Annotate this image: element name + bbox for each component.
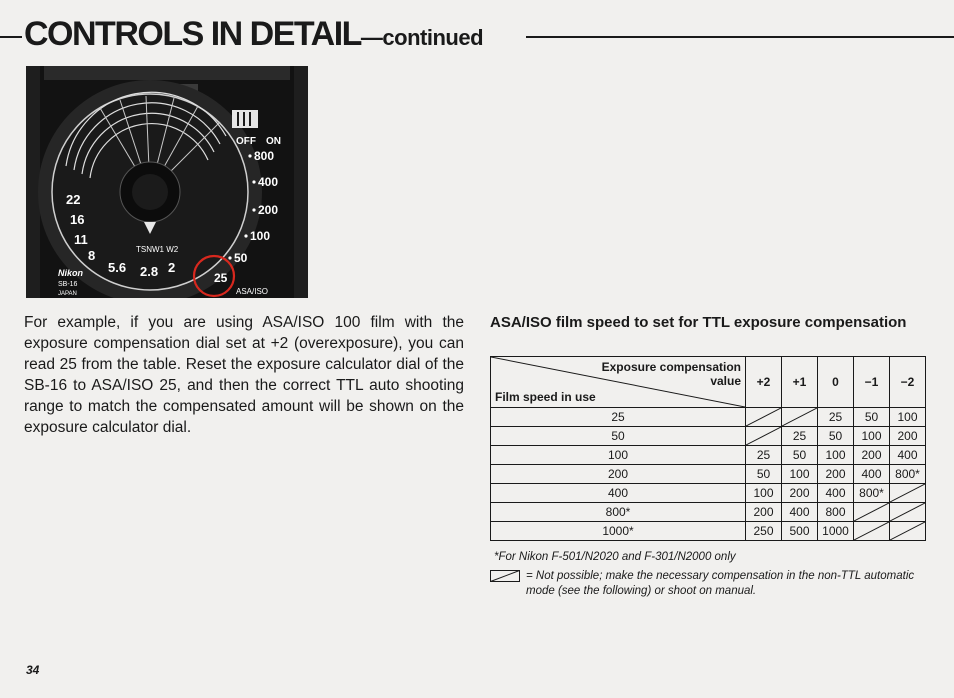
asa-100-label: 100: [250, 229, 271, 243]
title-main: CONTROLS IN DETAIL: [24, 15, 361, 53]
column-header: 0: [818, 357, 854, 408]
model-label: SB-16: [58, 281, 78, 288]
compensation-value-cell: 200: [854, 446, 890, 465]
compensation-value-cell: 100: [818, 446, 854, 465]
aperture-22-label: 22: [66, 192, 81, 207]
footnote: *For Nikon F-501/N2020 and F-301/N2000 only: [494, 551, 736, 563]
aperture-28-label: 2.8: [140, 264, 159, 279]
aperture-56-label: 5.6: [108, 260, 127, 275]
example-paragraph: For example, if you are using ASA/ISO 100 film with the exposure compensation dial set at +2 (overexposure), you can read 25 from the table. Reset the exposure calculator dial of the SB-16 to ASA/ISO 25, and then the correct TTL auto shooting range to match the compensated amount will be shown on the exposure calculator dial.: [24, 314, 464, 436]
film-speed-cell: 800*: [491, 503, 746, 522]
page-header: [0, 14, 954, 54]
film-speed-cell: 1000*: [491, 522, 746, 541]
header-film-speed-label: Film speed in use: [495, 390, 596, 404]
asa-800-label: 800: [254, 149, 275, 163]
compensation-value-cell: 200: [746, 503, 782, 522]
film-speed-cell: 100: [491, 446, 746, 465]
page-number: 34: [26, 663, 40, 677]
mode-label: TSNW1 W2: [136, 245, 179, 254]
compensation-value-cell: 1000: [818, 522, 854, 541]
not-possible-cell: [746, 427, 782, 446]
compensation-value-cell: 50: [854, 408, 890, 427]
flash-dial-photo: [26, 66, 308, 298]
not-possible-icon: [746, 408, 781, 426]
compensation-value-cell: 100: [854, 427, 890, 446]
compensation-value-cell: 100: [782, 465, 818, 484]
not-possible-icon: [746, 427, 781, 445]
table-header-row: [491, 357, 926, 408]
not-possible-cell: [890, 484, 926, 503]
table-row: [491, 522, 926, 541]
legend-text: = Not possible; make the necessary compensation in the non-TTL automatic mode (see the following) or shoot on manual.: [526, 570, 915, 597]
flash-dial-illustration: [26, 66, 308, 298]
compensation-value-cell: 200: [890, 427, 926, 446]
compensation-value-cell: 200: [818, 465, 854, 484]
header-compensation-line1: Exposure compensation: [601, 360, 741, 374]
compensation-value-cell: 50: [746, 465, 782, 484]
table-row: [491, 465, 926, 484]
compensation-value-cell: 800*: [854, 484, 890, 503]
film-speed-cell: 50: [491, 427, 746, 446]
aperture-2-label: 2: [168, 260, 176, 275]
table-row: [491, 484, 926, 503]
compensation-value-cell: 400: [890, 446, 926, 465]
switch-on-label: ON: [266, 136, 281, 147]
compensation-value-cell: 400: [782, 503, 818, 522]
not-possible-icon: [890, 503, 925, 521]
not-possible-legend-icon: [490, 570, 520, 582]
table-header-cell: [491, 357, 746, 408]
compensation-value-cell: 25: [818, 408, 854, 427]
not-possible-icon: [854, 522, 889, 540]
compensation-value-cell: 800*: [890, 465, 926, 484]
not-possible-icon: [854, 503, 889, 521]
not-possible-cell: [854, 503, 890, 522]
origin-label: JAPAN: [58, 291, 77, 297]
compensation-value-cell: 100: [890, 408, 926, 427]
asa-50-label: 50: [234, 251, 248, 265]
not-possible-cell: [890, 522, 926, 541]
header-compensation-label: [602, 360, 741, 388]
asa-iso-label: ASA/ISO: [236, 287, 269, 296]
not-possible-icon: [782, 408, 817, 426]
brand-label: Nikon: [58, 268, 84, 278]
column-header: +1: [782, 357, 818, 408]
compensation-value-cell: 50: [818, 427, 854, 446]
page-title: [24, 14, 483, 61]
table-row: [491, 446, 926, 465]
table-row: [491, 427, 926, 446]
compensation-value-cell: 400: [854, 465, 890, 484]
table-row: [491, 408, 926, 427]
switch-off-label: OFF: [236, 136, 256, 147]
header-rule-right: [526, 36, 954, 38]
title-continued: —continued: [360, 25, 484, 50]
column-header: +2: [746, 357, 782, 408]
compensation-value-cell: 100: [746, 484, 782, 503]
aperture-16-label: 16: [70, 212, 85, 227]
not-possible-icon: [890, 522, 925, 540]
header-compensation-line2: value: [710, 374, 741, 388]
aperture-11-label: 11: [74, 232, 88, 247]
not-possible-cell: [890, 503, 926, 522]
film-speed-cell: 400: [491, 484, 746, 503]
table-title: ASA/ISO film speed to set for TTL exposure compensation: [490, 314, 907, 331]
column-header: −1: [854, 357, 890, 408]
compensation-value-cell: 250: [746, 522, 782, 541]
not-possible-icon: [890, 484, 925, 502]
header-rule-left: [0, 36, 22, 38]
film-speed-cell: 200: [491, 465, 746, 484]
not-possible-cell: [782, 408, 818, 427]
asa-400-label: 400: [258, 175, 279, 189]
compensation-value-cell: 500: [782, 522, 818, 541]
compensation-value-cell: 50: [782, 446, 818, 465]
column-header: −2: [890, 357, 926, 408]
table-row: [491, 503, 926, 522]
not-possible-cell: [854, 522, 890, 541]
asa-25-label: 25: [214, 271, 228, 285]
compensation-value-cell: 25: [782, 427, 818, 446]
asa-200-label: 200: [258, 203, 279, 217]
film-speed-table: [490, 356, 926, 541]
aperture-8-label: 8: [88, 248, 96, 263]
film-speed-cell: 25: [491, 408, 746, 427]
compensation-value-cell: 25: [746, 446, 782, 465]
not-possible-cell: [746, 408, 782, 427]
compensation-value-cell: 200: [782, 484, 818, 503]
compensation-value-cell: 800: [818, 503, 854, 522]
compensation-value-cell: 400: [818, 484, 854, 503]
